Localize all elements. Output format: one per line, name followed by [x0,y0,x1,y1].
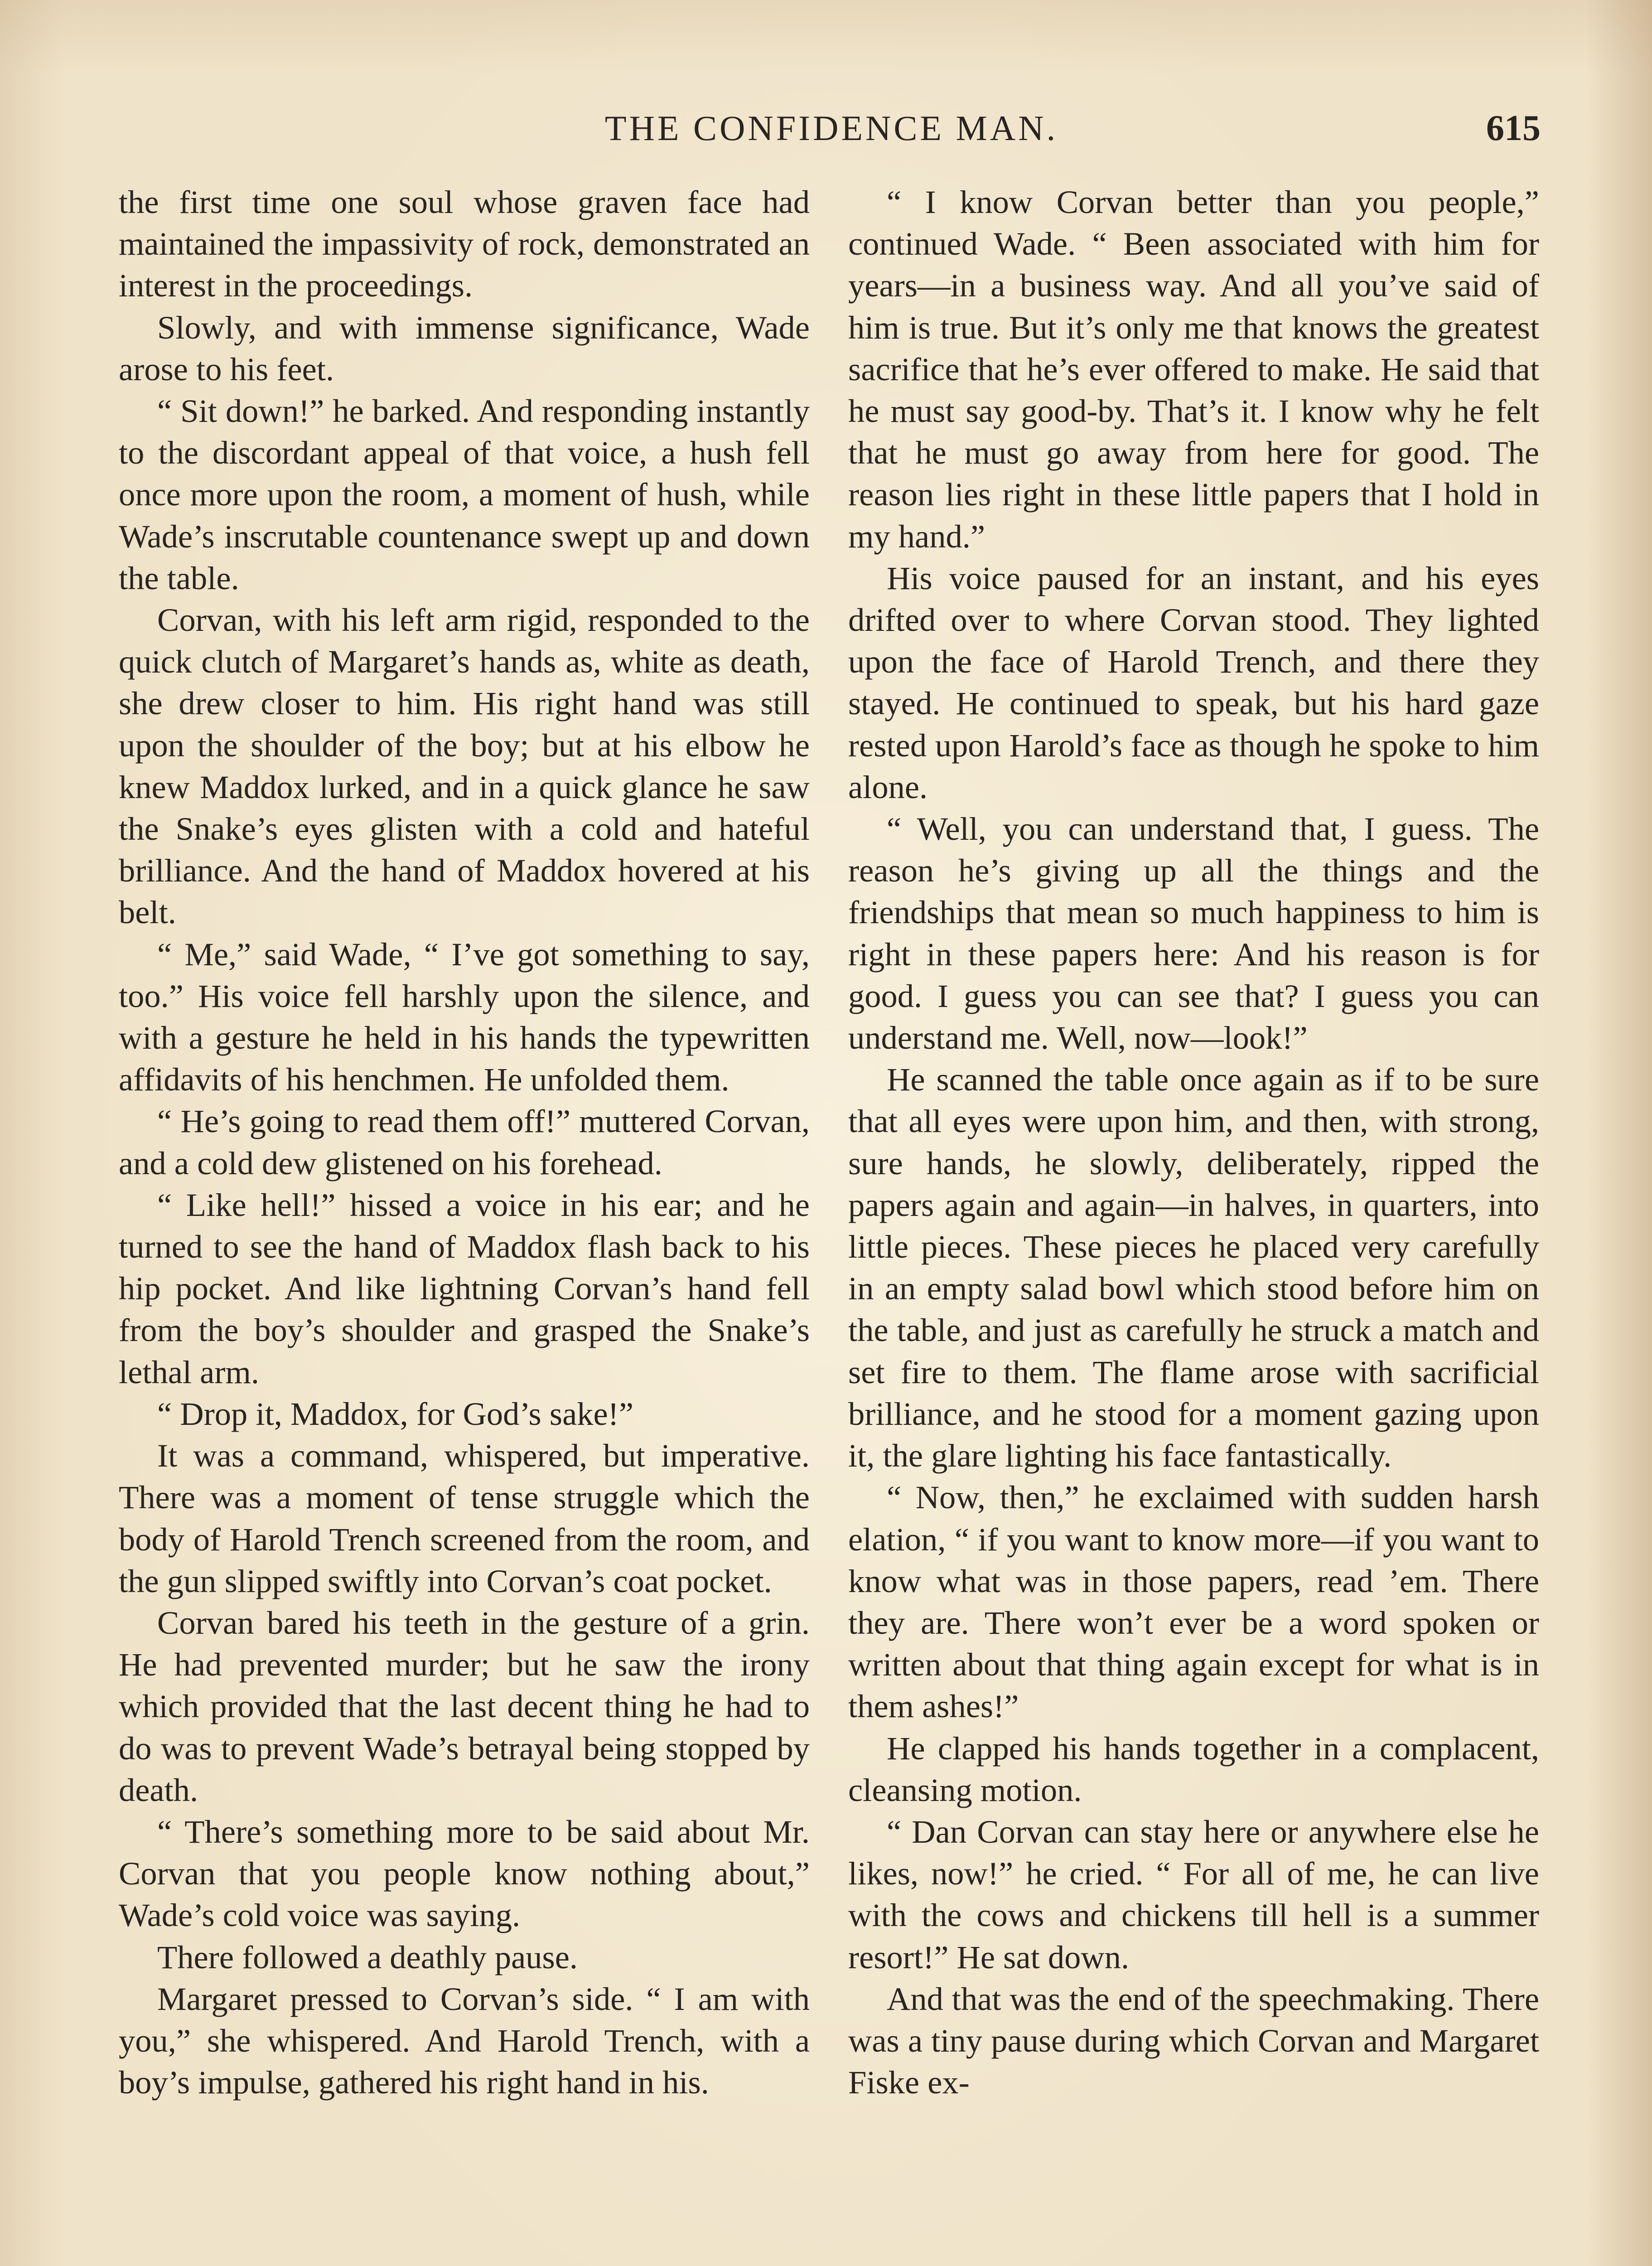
paragraph: He clapped his hands together in a complacent, cleansing motion. [848,1729,1539,1808]
paragraph: It was a command, whispered, but imperative. There was a moment of tense struggle which the body of Harold Trench screened from the room, and the gun slipped swiftly into Corvan’s coat pocket. [119,1437,810,1599]
paragraph: “ Dan Corvan can stay here or anywhere else he likes, now!” he cried. “ For all of me, he can live with the cows and chickens till hell is a summer resort!” He sat down. [848,1813,1539,1975]
paragraph: His voice paused for an instant, and his eyes drifted over to where Corvan stood. They lighted upon the face of Harold Trench, and there they stayed. He continued to speak, but his hard gaze rested upon Harold’s face as though he spoke to him alone. [848,559,1539,805]
paragraph: “ Like hell!” hissed a voice in his ear; and he turned to see the hand of Maddox flash back to his hip pocket. And like lightning Corvan’s hand fell from the boy’s shoulder and grasped the Snake’s lethal arm. [119,1186,810,1390]
paragraph: And that was the end of the speechmaking. There was a tiny pause during which Corvan and Margaret Fiske ex- [848,1980,1539,2101]
paragraph: the first time one soul whose graven face had maintained the impassivity of rock, demonstrated an interest in the proceedings. [119,184,810,304]
paragraph: “ Now, then,” he exclaimed with sudden harsh elation, “ if you want to know more—if you want to know what was in those papers, read ’em. There they are. There won’t ever be a word spoken or written about that thing again except for what is in them ashes!” [848,1479,1539,1725]
paragraph: Corvan bared his teeth in the gesture of a grin. He had prevented murder; but he saw the irony which provided that the last decent thing he had to do was to prevent Wade’s betrayal being stopped by death. [119,1604,810,1808]
paragraph: “ I know Corvan better than you people,” continued Wade. “ Been associated with him for years—in a business way. And all you’ve said of him is true. But it’s only me that knows the greatest sacrifice that he’s ever offered to make. He said that he must say good-by. That’s it. I know why he felt that he must go away from here for good. The reason lies right in these little papers that I hold in my hand.” [848,184,1539,555]
paragraph: Margaret pressed to Corvan’s side. “ I am with you,” she whispered. And Harold Trench, with a boy’s impulse, gathered his right hand in his. [119,1980,810,2101]
paragraph: There followed a deathly pause. [157,1938,578,1975]
page-number: 615 [1486,108,1541,148]
paragraph: “ There’s something more to be said about Mr. Corvan that you people know nothing about,” Wade’s cold voice was saying. [119,1813,810,1934]
left-column [119,181,810,2103]
paragraph: He scanned the table once again as if to be sure that all eyes were upon him, and then, with strong, sure hands, he slowly, deliberately, ripped the papers again and again—in halves, in quarters, into little pieces. These pieces he placed very carefully in an empty salad bowl which stood before him on the table, and just as carefully he struck a match and set fire to them. The flame arose with sacrificial brilliance, and he stood for a moment gazing upon it, the glare lighting his face fantastically. [848,1061,1539,1474]
paragraph: Slowly, and with immense significance, Wade arose to his feet. [119,309,810,387]
page-header [122,103,1541,153]
paragraph: “ Sit down!” he barked. And responding instantly to the discordant appeal of that voice, a hush fell once more upon the room, a moment of hush, while Wade’s inscrutable countenance swept up and down the table. [119,392,810,596]
running-title: THE CONFIDENCE MAN. [604,108,1058,148]
paragraph: Corvan, with his left arm rigid, responded to the quick clutch of Margaret’s hands as, white as death, she drew closer to him. His right hand was still upon the shoulder of the boy; but at his elbow he knew Maddox lurked, and in a quick glance he saw the Snake’s eyes glisten with a cold and hateful brilliance. And the hand of Maddox hovered at his belt. [119,601,810,931]
right-column [848,181,1539,2103]
paragraph: “ Me,” said Wade, “ I’ve got something to say, too.” His voice fell harshly upon the silence, and with a gesture he held in his hands the typewritten affidavits of his henchmen. He unfolded them. [119,935,810,1098]
paragraph: “ Well, you can understand that, I guess. The reason he’s giving up all the things and the friendships that mean so much happiness to him is right in these papers here: And his reason is for good. I guess you can see that? I guess you can understand me. Well, now—look!” [848,810,1539,1056]
paragraph: “ Drop it, Maddox, for God’s sake!” [157,1395,634,1432]
paragraph: “ He’s going to read them off!” muttered Corvan, and a cold dew glistened on his forehead. [119,1103,810,1181]
